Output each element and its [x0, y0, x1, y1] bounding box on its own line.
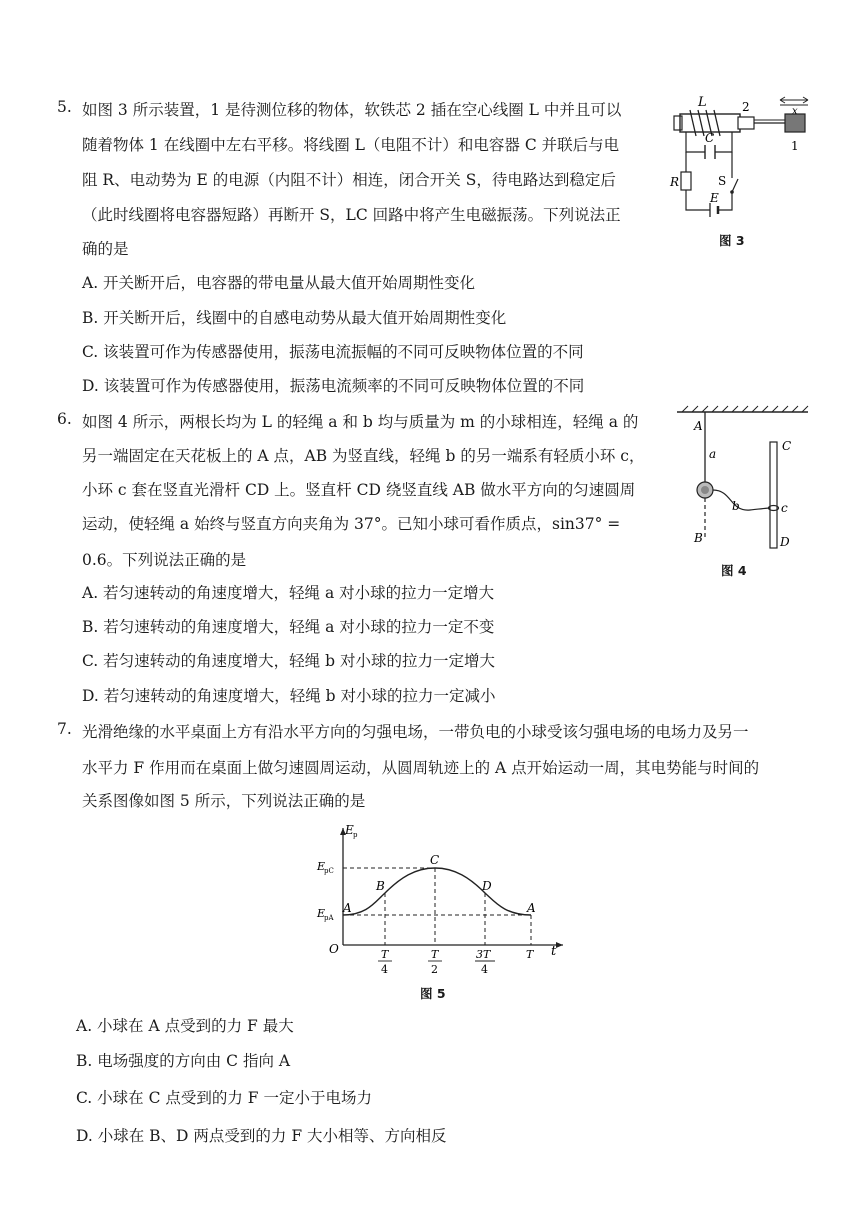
fig5-ytick-epa-sub: pA	[324, 914, 334, 922]
q5-option-c: C. 该装置可作为传感器使用，振荡电流振幅的不同可反映物体位置的不同	[82, 343, 584, 361]
q6-stem-line-1: 如图 4 所示，两根长均为 L 的轻绳 a 和 b 均与质量为 m 的小球相连，轻绳 a 的	[82, 413, 639, 431]
q6-stem-line-5: 0.6。下列说法正确的是	[82, 551, 247, 569]
fig4-label-a: a	[709, 447, 717, 461]
fig5-xtick-3t4-num: 3T	[476, 948, 491, 961]
fig5-xtick-t: T	[526, 948, 534, 961]
figure-5-caption: 图 5	[420, 986, 446, 1001]
fig3-label-x: x	[792, 106, 798, 117]
q7-stem-line-1: 光滑绝缘的水平桌面上方有沿水平方向的匀强电场，一带负电的小球受该匀强电场的电场力及另一	[82, 723, 749, 741]
fig4-label-c: c	[781, 501, 788, 515]
q7-option-a: A. 小球在 A 点受到的力 F 最大	[76, 1017, 294, 1035]
fig5-point-a-start: A	[343, 901, 352, 915]
fig5-point-a-end: A	[527, 901, 536, 915]
q5-option-d: D. 该装置可作为传感器使用，振荡电流频率的不同可反映物体位置的不同	[82, 377, 585, 395]
fig4-label-b: b	[732, 499, 740, 513]
fig5-ytick-epa: E	[317, 907, 326, 920]
q7-option-c: C. 小球在 C 点受到的力 F 一定小于电场力	[76, 1089, 372, 1107]
fig4-label-C: C	[782, 439, 792, 453]
q7-option-b: B. 电场强度的方向由 C 指向 A	[76, 1052, 291, 1070]
q5-stem-line-2: 随着物体 1 在线圈中左右平移。将线圈 L（电阻不计）和电容器 C 并联后与电	[82, 136, 620, 154]
fig3-label-1: 1	[791, 139, 799, 153]
fig3-label-S: S	[718, 174, 727, 188]
q5-stem-line-4: （此时线圈将电容器短路）再断开 S，LC 回路中将产生电磁振荡。下列说法正	[82, 206, 621, 224]
figure-3-caption: 图 3	[719, 233, 745, 248]
q5-option-a: A. 开关断开后，电容器的带电量从最大值开始周期性变化	[82, 274, 476, 292]
fig4-label-B: B	[694, 531, 703, 545]
q5-stem-line-3: 阻 R、电动势为 E 的电源（内阻不计）相连，闭合开关 S，待电路达到稳定后	[82, 171, 616, 189]
fig5-xtick-3t4-den: 4	[481, 963, 488, 976]
fig5-xtick-t2-den: 2	[431, 963, 438, 976]
q6-option-a: A. 若匀速转动的角速度增大，轻绳 a 对小球的拉力一定增大	[82, 584, 495, 602]
q6-option-c: C. 若匀速转动的角速度增大，轻绳 b 对小球的拉力一定增大	[82, 652, 495, 670]
fig3-label-R: R	[670, 175, 680, 189]
q7-number: 7.	[57, 720, 72, 738]
figure-4-rope-ball	[672, 400, 812, 555]
fig5-ytick-epc-sub: pC	[324, 867, 334, 875]
figure-4-caption: 图 4	[721, 563, 747, 578]
fig3-label-L: L	[698, 95, 707, 110]
q6-number: 6.	[57, 410, 72, 428]
q5-stem-line-1: 如图 3 所示装置，1 是待测位移的物体，软铁芯 2 插在空心线圈 L 中并且可以	[82, 101, 622, 119]
fig5-xtick-t4-num: T	[381, 948, 389, 961]
q7-option-d: D. 小球在 B、D 两点受到的力 F 大小相等、方向相反	[76, 1127, 447, 1145]
figure-5-graph	[305, 820, 580, 980]
fig5-origin: O	[329, 942, 339, 956]
fig5-ytick-epc: E	[317, 860, 326, 873]
fig5-point-d: D	[482, 879, 492, 893]
fig5-xtick-t2-num: T	[431, 948, 439, 961]
fig4-label-A: A	[694, 419, 703, 433]
q7-stem-line-3: 关系图像如图 5 所示，下列说法正确的是	[82, 792, 366, 810]
q6-stem-line-3: 小环 c 套在竖直光滑杆 CD 上。竖直杆 CD 绕竖直线 AB 做水平方向的匀速圆周	[82, 481, 636, 499]
fig4-label-D: D	[780, 535, 790, 549]
fig3-label-E: E	[710, 191, 719, 205]
fig3-label-2: 2	[742, 100, 750, 114]
q6-option-d: D. 若匀速转动的角速度增大，轻绳 b 对小球的拉力一定减小	[82, 687, 496, 705]
q6-stem-line-4: 运动，使轻绳 a 始终与竖直方向夹角为 37°。已知小球可看作质点，sin37° =	[82, 515, 621, 533]
q7-stem-line-2: 水平力 F 作用而在桌面上做匀速圆周运动，从圆周轨迹上的 A 点开始运动一周，其电势能与时间的	[82, 759, 760, 777]
q5-number: 5.	[57, 98, 72, 116]
figure-3-circuit	[660, 92, 820, 222]
fig5-point-c: C	[430, 853, 440, 867]
q5-stem-line-5: 确的是	[82, 240, 129, 258]
q5-option-b: B. 开关断开后，线圈中的自感电动势从最大值开始周期性变化	[82, 309, 507, 327]
fig5-xlabel: t	[551, 944, 557, 959]
fig3-label-C: C	[705, 131, 715, 145]
q6-stem-line-2: 另一端固定在天花板上的 A 点，AB 为竖直线，轻绳 b 的另一端系有轻质小环 c，	[82, 447, 645, 465]
q6-option-b: B. 若匀速转动的角速度增大，轻绳 a 对小球的拉力一定不变	[82, 618, 495, 636]
fig5-ylabel-sub: p	[353, 831, 358, 839]
fig5-xtick-t4-den: 4	[381, 963, 388, 976]
fig5-point-b: B	[376, 879, 385, 893]
fig5-ylabel: E	[345, 823, 354, 837]
